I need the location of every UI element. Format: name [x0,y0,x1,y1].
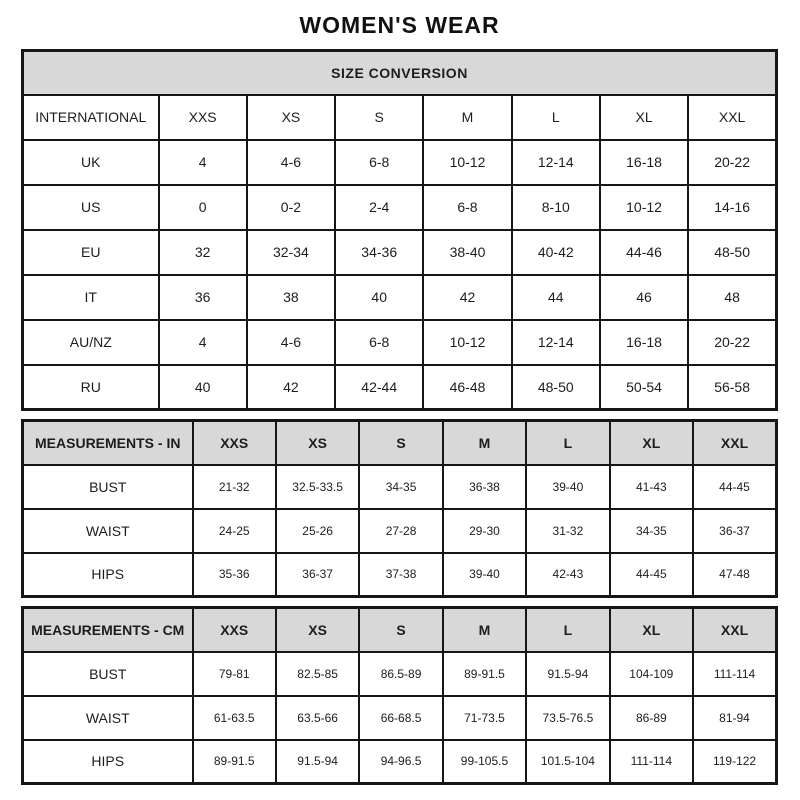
size-value-cell: 46-48 [423,365,511,410]
table-row [23,320,777,365]
size-value-cell: 111-114 [610,740,693,784]
size-value-cell: 21-32 [193,465,276,509]
size-value-cell: 89-91.5 [193,740,276,784]
size-value-cell: 42 [247,365,335,410]
size-value-cell: 36-38 [443,465,526,509]
column-header-size: XL [610,421,693,465]
size-value-cell: 16-18 [600,140,688,185]
size-value-cell: 42 [423,275,511,320]
size-value-cell: 35-36 [193,553,276,597]
size-value-cell: 44-46 [600,230,688,275]
size-value-cell: 79-81 [193,652,276,696]
size-value-cell: 81-94 [693,696,776,740]
size-value-cell: 86.5-89 [359,652,442,696]
columns-header-row [23,421,777,465]
size-value-cell: 4-6 [247,320,335,365]
size-value-cell: 39-40 [526,465,609,509]
size-value-cell: 6-8 [423,185,511,230]
size-value-cell: 34-35 [610,509,693,553]
column-header-size: L [512,95,600,140]
column-header-size: M [443,421,526,465]
row-label: HIPS [23,553,193,597]
size-value-cell: 42-43 [526,553,609,597]
table-row [23,652,777,696]
table-row [23,696,777,740]
row-label: BUST [23,652,193,696]
column-header-size: L [526,608,609,652]
size-value-cell: 4 [159,320,247,365]
column-header-size: XS [276,608,359,652]
columns-header-row [23,608,777,652]
column-header-size: XS [247,95,335,140]
measurements-cm-table [21,606,778,785]
table-row [23,740,777,784]
columns-header-row [23,95,777,140]
size-value-cell: 0-2 [247,185,335,230]
size-value-cell: 63.5-66 [276,696,359,740]
row-label: UK [23,140,159,185]
size-value-cell: 32-34 [247,230,335,275]
size-value-cell: 66-68.5 [359,696,442,740]
size-value-cell: 36 [159,275,247,320]
size-value-cell: 2-4 [335,185,423,230]
size-value-cell: 4-6 [247,140,335,185]
size-value-cell: 4 [159,140,247,185]
column-header-size: M [423,95,511,140]
row-label: BUST [23,465,193,509]
column-header-size: XL [610,608,693,652]
column-header-size: M [443,608,526,652]
row-label: AU/NZ [23,320,159,365]
size-value-cell: 50-54 [600,365,688,410]
column-header-size: S [359,608,442,652]
column-header-size: XXS [159,95,247,140]
column-header-size: XXL [688,95,776,140]
size-value-cell: 6-8 [335,140,423,185]
size-value-cell: 20-22 [688,320,776,365]
size-value-cell: 91.5-94 [276,740,359,784]
size-value-cell: 44-45 [693,465,776,509]
column-header-label: MEASUREMENTS - IN [23,421,193,465]
size-value-cell: 41-43 [610,465,693,509]
size-conversion-table [21,49,778,411]
size-conversion-banner: SIZE CONVERSION [23,51,777,95]
size-value-cell: 111-114 [693,652,776,696]
size-value-cell: 40 [335,275,423,320]
column-header-size: XXS [193,608,276,652]
size-value-cell: 24-25 [193,509,276,553]
size-value-cell: 44 [512,275,600,320]
size-value-cell: 10-12 [423,320,511,365]
size-value-cell: 119-122 [693,740,776,784]
row-label: US [23,185,159,230]
size-value-cell: 39-40 [443,553,526,597]
size-value-cell: 12-14 [512,320,600,365]
size-value-cell: 36-37 [276,553,359,597]
column-header-size: S [335,95,423,140]
size-value-cell: 71-73.5 [443,696,526,740]
size-conversion-banner-row [23,51,777,95]
size-value-cell: 91.5-94 [526,652,609,696]
size-value-cell: 16-18 [600,320,688,365]
size-value-cell: 104-109 [610,652,693,696]
size-value-cell: 25-26 [276,509,359,553]
size-value-cell: 6-8 [335,320,423,365]
row-label: RU [23,365,159,410]
row-label: EU [23,230,159,275]
size-value-cell: 10-12 [600,185,688,230]
size-value-cell: 94-96.5 [359,740,442,784]
size-value-cell: 32.5-33.5 [276,465,359,509]
size-value-cell: 0 [159,185,247,230]
column-header-size: XL [600,95,688,140]
size-value-cell: 42-44 [335,365,423,410]
size-value-cell: 36-37 [693,509,776,553]
size-value-cell: 37-38 [359,553,442,597]
column-header-size: XXS [193,421,276,465]
size-value-cell: 38-40 [423,230,511,275]
size-value-cell: 10-12 [423,140,511,185]
size-value-cell: 12-14 [512,140,600,185]
size-value-cell: 29-30 [443,509,526,553]
size-value-cell: 34-36 [335,230,423,275]
size-value-cell: 99-105.5 [443,740,526,784]
column-header-size: XXL [693,608,776,652]
page-title: WOMEN'S WEAR [299,12,500,38]
table-row [23,465,777,509]
column-header-size: L [526,421,609,465]
table-row [23,230,777,275]
size-value-cell: 89-91.5 [443,652,526,696]
size-value-cell: 56-58 [688,365,776,410]
column-header-label: MEASUREMENTS - CM [23,608,193,652]
size-value-cell: 86-89 [610,696,693,740]
size-value-cell: 73.5-76.5 [526,696,609,740]
size-value-cell: 20-22 [688,140,776,185]
row-label: WAIST [23,509,193,553]
table-row [23,185,777,230]
size-value-cell: 14-16 [688,185,776,230]
row-label: WAIST [23,696,193,740]
size-value-cell: 61-63.5 [193,696,276,740]
column-header-size: XXL [693,421,776,465]
size-value-cell: 40-42 [512,230,600,275]
row-label: HIPS [23,740,193,784]
column-header-size: XS [276,421,359,465]
size-value-cell: 48 [688,275,776,320]
table-row [23,275,777,320]
table-row [23,553,777,597]
size-value-cell: 38 [247,275,335,320]
row-label: IT [23,275,159,320]
size-value-cell: 44-45 [610,553,693,597]
size-value-cell: 101.5-104 [526,740,609,784]
measurements-in-table [21,419,778,598]
size-value-cell: 34-35 [359,465,442,509]
size-value-cell: 48-50 [512,365,600,410]
table-row [23,140,777,185]
size-value-cell: 48-50 [688,230,776,275]
table-row [23,509,777,553]
size-value-cell: 32 [159,230,247,275]
column-header-size: S [359,421,442,465]
size-value-cell: 47-48 [693,553,776,597]
size-value-cell: 31-32 [526,509,609,553]
size-value-cell: 27-28 [359,509,442,553]
table-row [23,365,777,410]
size-value-cell: 8-10 [512,185,600,230]
column-header-label: INTERNATIONAL [23,95,159,140]
size-value-cell: 40 [159,365,247,410]
size-value-cell: 46 [600,275,688,320]
size-value-cell: 82.5-85 [276,652,359,696]
